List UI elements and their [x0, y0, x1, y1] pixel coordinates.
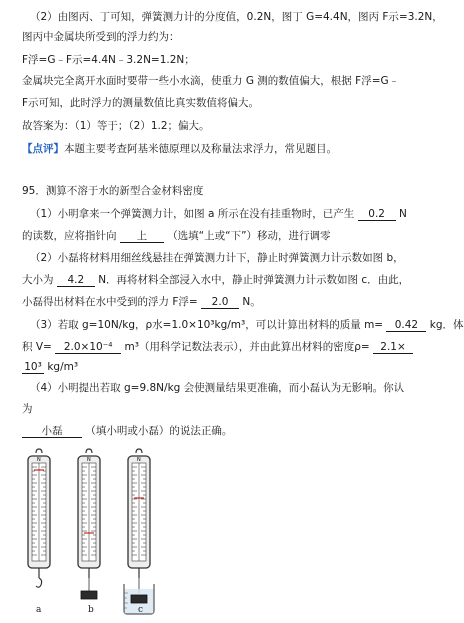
solution-line-4: 金属块完全离开水面时要带一些小水滴，使重力 G 测的数值偏大，根据 F浮=G﹣: [22, 75, 400, 87]
part3-blank-density-cont: 10³: [22, 361, 44, 374]
scale-b-unit: N: [87, 457, 91, 463]
figure-label-c: c: [138, 605, 144, 615]
part1-line-a: [30, 207, 444, 221]
part4-blank-answer: 小磊: [22, 425, 82, 438]
part1-text-c: 的读数，应将指针向: [22, 230, 117, 242]
alloy-block-c: [131, 595, 147, 603]
question-title: 95．测算不溶于水的新型合金材料密度: [22, 185, 204, 197]
part4-line-a: （4）小明提出若取 g=9.8N/kg 会使测量结果更准确，而小磊认为无影响。你认: [30, 382, 405, 394]
part1-line-b: [22, 229, 444, 243]
scale-c-unit: N: [137, 457, 141, 463]
part2-line-b: [22, 273, 444, 287]
figure-label-a: a: [36, 605, 42, 615]
figure-label-b: b: [88, 605, 94, 615]
part4-line-b: 为: [22, 403, 33, 415]
part2-blank-weight: 4.2: [57, 274, 95, 287]
part2-text-e: N。: [242, 296, 261, 308]
part3-text-d: m³（用科学记数法表示），并由此算出材料的密度ρ=: [124, 341, 370, 353]
part3-text-a: （3）若取 g=10N/kg，ρ水=1.0×10³kg/m³，可以计算出材料的质量 m=: [30, 319, 384, 331]
part3-density-unit: kg/m³: [47, 361, 79, 373]
solution-line-2: 图丙中金属块所受到的浮力约为：: [22, 31, 180, 43]
spring-scale-figures: [18, 445, 168, 620]
spring-scale-a: [28, 449, 50, 587]
comment-line: [22, 142, 444, 156]
alloy-block-b: [81, 591, 97, 599]
part3-line-a: [30, 318, 464, 332]
part1-unit: N: [398, 208, 407, 220]
scale-a-unit: N: [37, 457, 41, 463]
part2-text-b: 大小为: [22, 274, 54, 286]
part2-line-a: （2）小磊将材料用细丝线悬挂在弹簧测力计下，静止时弹簧测力计示数如图 b，: [30, 252, 404, 264]
spring-scale-b: [78, 449, 100, 599]
part1-blank-direction: 上: [120, 230, 164, 243]
part1-text-a: （1）小明拿来一个弹簧测力计，如图 a 所示在没有挂重物时，已产生: [30, 208, 355, 220]
part3-blank-density: 2.1×: [373, 341, 413, 354]
part4-text-c: （填小明或小磊）的说法正确。: [85, 425, 233, 437]
answer-line: 故答案为：（1）等于；（2）1.2；偏大。: [22, 120, 210, 132]
part2-text-c: N．再将材料全部浸入水中，静止时弹簧测力计示数如图 c．由此，: [98, 274, 410, 286]
part3-text-c: 积 V=: [22, 341, 52, 353]
part1-blank-reading: 0.2: [358, 208, 396, 221]
solution-line-5: F示可知，此时浮力的测量数值比真实数值将偏大。: [22, 97, 260, 109]
part3-line-b: [22, 340, 444, 354]
part3-blank-mass: 0.42: [386, 319, 426, 332]
part3-text-b: kg．体: [429, 319, 464, 331]
part3-line-c: [22, 360, 444, 374]
spring-scale-c: [124, 449, 154, 614]
part3-blank-volume: 2.0×10⁻⁴: [55, 341, 121, 354]
solution-line-3: F浮=G﹣F示=4.4N﹣3.2N=1.2N；: [22, 54, 195, 66]
part2-line-c: [22, 295, 444, 309]
spring-scale-drawing: [18, 445, 168, 620]
solution-line-1: （2）由图丙、丁可知，弹簧测力计的分度值，0.2N，图丁 G=4.4N，图丙 F示=3.2N，: [30, 11, 443, 23]
part2-blank-buoyancy: 2.0: [201, 296, 239, 309]
part2-text-d: 小磊得出材料在水中受到的浮力 F浮=: [22, 296, 198, 308]
part4-line-c: [22, 424, 444, 438]
comment-tag: 【点评】: [22, 143, 64, 155]
comment-text: 本题主要考查阿基米德原理以及称量法求浮力，常见题目。: [64, 143, 337, 155]
part1-text-d: （选填“上或“下”）移动，进行调零: [167, 230, 331, 242]
